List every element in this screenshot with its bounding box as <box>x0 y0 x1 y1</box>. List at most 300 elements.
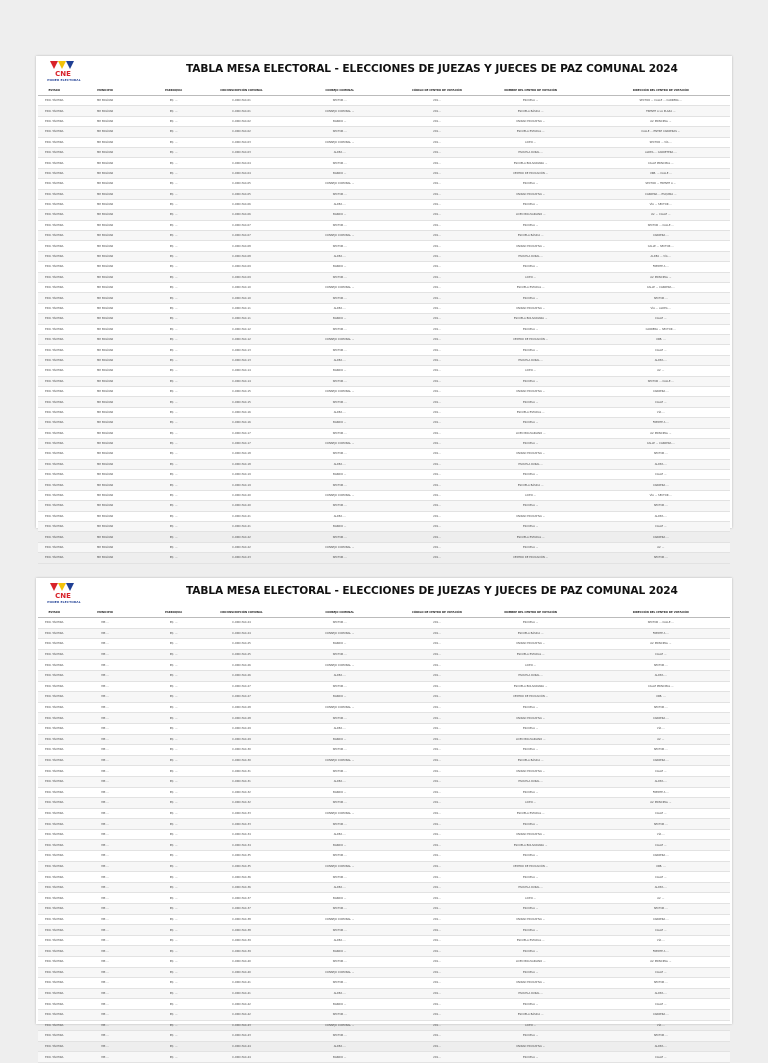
cell-parroquia: PQ. ... <box>169 1055 178 1059</box>
cell-parroquia: PQ. ... <box>169 1023 178 1027</box>
table-row <box>38 809 730 820</box>
cell-nombre: ESCUELA RURAL ... <box>518 886 543 890</box>
cell-municipio: MP. ... <box>101 875 109 879</box>
document-title: TABLA MESA ELECTORAL - ELECCIONES DE JUEZAS Y JUECES DE PAZ COMUNAL 2024 <box>186 63 678 75</box>
table-row <box>38 190 730 200</box>
cell-consejo: SECTOR ... <box>332 400 347 404</box>
cell-nombre: ESCUELA ... <box>523 442 539 446</box>
cell-consejo: SECTOR ... <box>332 1034 347 1038</box>
cell-codigo: 201... <box>433 203 441 207</box>
cell-codigo: 201... <box>433 1055 441 1059</box>
cell-consejo: ALDEA ... <box>333 992 346 996</box>
cell-parroquia: PQ. ... <box>169 896 178 900</box>
cell-municipio: MP. BOLÍVAR <box>97 390 114 394</box>
cell-parroquia: PQ. ... <box>169 1002 178 1006</box>
cell-nombre: LICEO ... <box>525 896 537 900</box>
cell-direccion: CALLE PRINCIPAL ... <box>647 684 674 688</box>
cell-municipio: MP. ... <box>101 769 109 773</box>
cell-codigo: 201... <box>433 769 441 773</box>
table-body <box>38 96 730 564</box>
table-row <box>38 138 730 148</box>
cell-estado: EDO. TÁCHIRA <box>45 109 64 113</box>
cell-parroquia: PQ. ... <box>169 907 178 911</box>
cell-circunscripcion: C-CIRC-TAC-40 <box>232 960 251 964</box>
cell-municipio: MP. BOLÍVAR <box>97 410 114 414</box>
cell-direccion: CARRERA ... <box>652 234 669 238</box>
cell-nombre: UNIDAD EDUCATIVA ... <box>516 769 546 773</box>
cell-circunscripcion: C-CIRC-TAC-38 <box>232 917 251 921</box>
cell-parroquia: PQ. ... <box>169 748 178 752</box>
table-row <box>38 169 730 179</box>
cell-nombre: ESCUELA ESTADAL ... <box>516 286 545 290</box>
cell-municipio: MP. BOLÍVAR <box>97 234 114 238</box>
cell-codigo: 201... <box>433 358 441 362</box>
cell-nombre: ESCUELA ESTADAL ... <box>516 410 545 414</box>
cne-logo <box>44 581 84 603</box>
cell-parroquia: PQ. ... <box>169 1013 178 1017</box>
cell-direccion: AV. ... <box>657 369 665 373</box>
cell-municipio: MP. BOLÍVAR <box>97 462 114 466</box>
cell-municipio: MP. BOLÍVAR <box>97 203 114 207</box>
cell-direccion: ALDEA ... VÍA ... <box>650 255 671 259</box>
cell-codigo: 201... <box>433 161 441 165</box>
cell-direccion: CARRERA ... ESQUINA ... <box>645 192 677 196</box>
cell-nombre: ESCUELA BÁSICA ... <box>517 109 544 113</box>
col-consejo-header: CONSEJO COMUNAL <box>325 88 354 92</box>
cell-direccion: CALLE PRINCIPAL ... <box>647 161 674 165</box>
cell-nombre: ESCUELA BOLIVARIANA ... <box>513 843 548 847</box>
cell-consejo: SECTOR ... <box>332 192 347 196</box>
cell-direccion: SECTOR ... <box>653 1034 668 1038</box>
cell-circunscripcion: C-CIRC-TAC-11 <box>232 307 251 310</box>
cell-direccion: AV. PRINCIPAL ... <box>650 275 672 279</box>
cell-consejo: BARRIO ... <box>333 896 347 900</box>
cell-parroquia: PQ. ... <box>169 949 178 953</box>
cell-nombre: LICEO ... <box>525 494 537 498</box>
cell-parroquia: PQ. ... <box>169 811 178 815</box>
cell-parroquia: PQ. ... <box>169 981 178 985</box>
cell-nombre: ESCUELA RURAL ... <box>518 992 543 996</box>
cell-circunscripcion: C-CIRC-TAC-20 <box>232 494 251 498</box>
cell-consejo: BARRIO ... <box>333 473 347 477</box>
cell-circunscripcion: C-CIRC-TAC-26 <box>232 674 251 678</box>
cell-nombre: UNIDAD EDUCATIVA ... <box>516 192 546 196</box>
cell-codigo: 201... <box>433 960 441 964</box>
cell-municipio: MP. ... <box>101 1055 109 1059</box>
cell-parroquia: PQ. ... <box>169 307 178 310</box>
cell-municipio: MP. BOLÍVAR <box>97 307 114 310</box>
cell-nombre: ESCUELA ... <box>523 421 539 425</box>
cell-nombre: ESCUELA RURAL ... <box>518 151 543 155</box>
cell-direccion: SECTOR ... <box>653 556 668 560</box>
cell-consejo: BARRIO ... <box>333 525 347 529</box>
table-row <box>38 618 730 629</box>
col-consejo-header: CONSEJO COMUNAL <box>325 610 354 614</box>
cell-nombre: ESCUELA BÁSICA ... <box>517 234 544 238</box>
cell-circunscripcion: C-CIRC-TAC-23 <box>232 556 251 560</box>
cell-circunscripcion: C-CIRC-TAC-16 <box>232 410 251 414</box>
cell-codigo: 201... <box>433 981 441 985</box>
cell-codigo: 201... <box>433 737 441 741</box>
cell-nombre: UNIDAD EDUCATIVA ... <box>516 244 546 248</box>
cell-codigo: 201... <box>433 452 441 456</box>
cell-nombre: ESCUELA ... <box>523 545 539 549</box>
table-row <box>38 325 730 335</box>
table-row <box>38 946 730 957</box>
cell-nombre: UNIDAD EDUCATIVA ... <box>516 917 546 921</box>
cell-codigo: 201... <box>433 244 441 248</box>
cell-consejo: BARRIO ... <box>333 1002 347 1006</box>
cell-nombre: ESCUELA ... <box>523 1034 539 1038</box>
cell-nombre: LICEO BOLIVARIANO ... <box>515 737 546 741</box>
cell-parroquia: PQ. ... <box>169 348 178 352</box>
cell-codigo: 201... <box>433 379 441 383</box>
cell-nombre: LICEO ... <box>525 801 537 805</box>
cell-consejo: SECTOR ... <box>332 1013 347 1017</box>
cell-estado: EDO. TÁCHIRA <box>45 886 64 890</box>
cell-consejo: CONSEJO COMUNAL ... <box>325 706 355 710</box>
cell-municipio: MP. BOLÍVAR <box>97 119 114 123</box>
cell-estado: EDO. TÁCHIRA <box>45 255 64 259</box>
cell-circunscripcion: C-CIRC-TAC-44 <box>232 1045 251 1049</box>
col-municipio-header: MUNICIPIO <box>97 610 113 614</box>
col-codigo-header: CÓDIGO DE CENTRO DE VOTACIÓN <box>411 610 462 614</box>
cell-consejo: SECTOR ... <box>332 822 347 826</box>
cne-logo <box>44 59 84 81</box>
cell-municipio: MP. BOLÍVAR <box>97 348 114 352</box>
cell-estado: EDO. TÁCHIRA <box>45 631 64 635</box>
cell-municipio: MP. ... <box>101 621 109 625</box>
cell-direccion: CARRERA ... <box>652 390 669 394</box>
cell-codigo: 201... <box>433 854 441 858</box>
table-row <box>38 883 730 894</box>
cell-nombre: UNIDAD EDUCATIVA ... <box>516 716 546 720</box>
cell-parroquia: PQ. ... <box>169 390 178 394</box>
cell-estado: EDO. TÁCHIRA <box>45 1034 64 1038</box>
cell-direccion: VÍA ... SECTOR ... <box>649 203 672 207</box>
cell-estado: EDO. TÁCHIRA <box>45 822 64 826</box>
cell-parroquia: PQ. ... <box>169 514 178 518</box>
cell-estado: EDO. TÁCHIRA <box>45 1045 64 1049</box>
cell-parroquia: PQ. ... <box>169 192 178 196</box>
cell-circunscripcion: C-CIRC-TAC-27 <box>232 684 251 688</box>
cell-direccion: CALLE ... <box>655 525 667 529</box>
cell-codigo: 201... <box>433 822 441 826</box>
cell-direccion: AV. ... CALLE ... <box>651 213 671 217</box>
cell-parroquia: PQ. ... <box>169 483 178 487</box>
cell-consejo: SECTOR ... <box>332 854 347 858</box>
cell-direccion: CALLE ... <box>655 317 667 321</box>
cell-estado: EDO. TÁCHIRA <box>45 748 64 752</box>
cell-nombre: ESCUELA ... <box>523 400 539 404</box>
cell-direccion: CALLE ... <box>655 928 667 932</box>
cell-direccion: SECTOR ... <box>653 504 668 508</box>
cell-codigo: 201... <box>433 970 441 974</box>
cell-consejo: ALDEA ... <box>333 833 346 837</box>
cell-estado: EDO. TÁCHIRA <box>45 960 64 964</box>
cell-direccion: ALDEA ... <box>654 1045 667 1049</box>
cell-nombre: ESCUELA ... <box>523 223 539 227</box>
cell-consejo: SECTOR ... <box>332 684 347 688</box>
cell-municipio: MP. ... <box>101 1013 109 1017</box>
cell-nombre: ESCUELA ... <box>523 182 539 186</box>
cell-circunscripcion: C-CIRC-TAC-30 <box>232 759 251 763</box>
table-row <box>38 893 730 904</box>
cell-nombre: CENTRO DE EDUCACIÓN ... <box>513 695 549 699</box>
cell-circunscripcion: C-CIRC-TAC-10 <box>232 296 251 300</box>
cell-direccion: CALLE ... <box>655 473 667 477</box>
cell-consejo: CONSEJO COMUNAL ... <box>325 1023 355 1027</box>
cell-municipio: MP. ... <box>101 864 109 868</box>
col-nombre-header: NOMBRE DEL CENTRO DE VOTACIÓN <box>504 88 557 92</box>
cell-consejo: ALDEA ... <box>333 151 346 155</box>
cell-direccion: SECTOR ... <box>653 822 668 826</box>
cell-parroquia: PQ. ... <box>169 695 178 699</box>
cell-circunscripcion: C-CIRC-TAC-14 <box>232 379 251 383</box>
cell-estado: EDO. TÁCHIRA <box>45 161 64 165</box>
col-direccion-header: DIRECCIÓN DEL CENTRO DE VOTACIÓN <box>632 610 689 614</box>
cell-codigo: 201... <box>433 631 441 635</box>
cell-circunscripcion: C-CIRC-TAC-19 <box>232 473 251 477</box>
cell-municipio: MP. BOLÍVAR <box>97 296 114 300</box>
col-estado-header: ESTADO <box>48 610 61 614</box>
document-title: TABLA MESA ELECTORAL - ELECCIONES DE JUEZAS Y JUECES DE PAZ COMUNAL 2024 <box>186 585 678 597</box>
cell-municipio: MP. BOLÍVAR <box>97 255 114 259</box>
cell-municipio: MP. ... <box>101 748 109 752</box>
cell-municipio: MP. BOLÍVAR <box>97 286 114 290</box>
table-row <box>38 491 730 501</box>
cell-consejo: ALDEA ... <box>333 939 346 943</box>
cell-circunscripcion: C-CIRC-TAC-37 <box>232 896 251 900</box>
cell-estado: EDO. TÁCHIRA <box>45 854 64 858</box>
cell-estado: EDO. TÁCHIRA <box>45 317 64 321</box>
cell-parroquia: PQ. ... <box>169 790 178 794</box>
cell-direccion: CARRERA ... <box>652 483 669 487</box>
cell-codigo: 201... <box>433 684 441 688</box>
cell-circunscripcion: C-CIRC-TAC-04 <box>232 161 251 165</box>
cell-direccion: CALLE ... SECTOR ... <box>647 244 674 248</box>
cell-codigo: 201... <box>433 1002 441 1006</box>
cell-municipio: MP. BOLÍVAR <box>97 275 114 279</box>
cell-municipio: MP. BOLÍVAR <box>97 161 114 165</box>
cell-consejo: SECTOR ... <box>332 327 347 331</box>
cell-circunscripcion: C-CIRC-TAC-36 <box>232 886 251 890</box>
cell-municipio: MP. BOLÍVAR <box>97 338 114 342</box>
cell-circunscripcion: C-CIRC-TAC-06 <box>232 213 251 217</box>
cell-parroquia: PQ. ... <box>169 843 178 847</box>
cell-codigo: 201... <box>433 348 441 352</box>
cell-parroquia: PQ. ... <box>169 182 178 186</box>
cell-direccion: VÍA ... <box>656 1023 665 1027</box>
cell-nombre: ESCUELA BÁSICA ... <box>517 483 544 487</box>
cell-consejo: SECTOR ... <box>332 452 347 456</box>
table-row <box>38 692 730 703</box>
cell-direccion: VÍA ... <box>656 727 665 731</box>
cell-estado: EDO. TÁCHIRA <box>45 769 64 773</box>
cell-consejo: ALDEA ... <box>333 886 346 890</box>
cell-direccion: CARRERA ... SECTOR ... <box>645 327 676 331</box>
cell-direccion: VÍA ... <box>656 410 665 414</box>
cell-parroquia: PQ. ... <box>169 151 178 155</box>
cell-direccion: AV. ... <box>657 896 665 900</box>
cell-municipio: MP. ... <box>101 822 109 826</box>
cell-nombre: ESCUELA RURAL ... <box>518 358 543 362</box>
cell-estado: EDO. TÁCHIRA <box>45 917 64 921</box>
cell-codigo: 201... <box>433 369 441 373</box>
cell-parroquia: PQ. ... <box>169 452 178 456</box>
col-parroquia-header: PARROQUIA <box>165 610 183 614</box>
cell-parroquia: PQ. ... <box>169 663 178 667</box>
cell-circunscripcion: C-CIRC-TAC-39 <box>232 939 251 943</box>
cell-municipio: MP. BOLÍVAR <box>97 400 114 404</box>
cell-parroquia: PQ. ... <box>169 960 178 964</box>
cell-consejo: CONSEJO COMUNAL ... <box>325 109 355 113</box>
cell-codigo: 201... <box>433 545 441 549</box>
cell-codigo: 201... <box>433 483 441 487</box>
table-row <box>38 978 730 989</box>
cell-consejo: SECTOR ... <box>332 130 347 134</box>
cell-parroquia: PQ. ... <box>169 854 178 858</box>
cell-direccion: VÍA ... <box>656 939 665 943</box>
cell-parroquia: PQ. ... <box>169 556 178 560</box>
cell-codigo: 201... <box>433 109 441 113</box>
cell-nombre: ESCUELA ... <box>523 504 539 508</box>
cell-circunscripcion: C-CIRC-TAC-31 <box>232 780 251 784</box>
table-row <box>38 989 730 1000</box>
cell-direccion: CALLE ... <box>655 400 667 404</box>
cell-circunscripcion: C-CIRC-TAC-42 <box>232 1002 251 1006</box>
cell-municipio: MP. BOLÍVAR <box>97 556 114 560</box>
cell-parroquia: PQ. ... <box>169 462 178 466</box>
cell-codigo: 201... <box>433 431 441 435</box>
cell-nombre: ESCUELA ... <box>523 99 539 103</box>
cell-codigo: 201... <box>433 119 441 123</box>
cell-parroquia: PQ. ... <box>169 244 178 248</box>
cell-estado: EDO. TÁCHIRA <box>45 545 64 549</box>
cell-estado: EDO. TÁCHIRA <box>45 379 64 383</box>
cell-codigo: 201... <box>433 716 441 720</box>
table-row <box>38 671 730 682</box>
cell-parroquia: PQ. ... <box>169 203 178 207</box>
cell-consejo: CONSEJO COMUNAL ... <box>325 286 355 290</box>
cell-consejo: ALDEA ... <box>333 462 346 466</box>
cell-direccion: AV. PRINCIPAL ... <box>650 801 672 805</box>
cell-nombre: ESCUELA ... <box>523 1002 539 1006</box>
cell-codigo: 201... <box>433 296 441 300</box>
cne-logo-icon <box>44 581 84 601</box>
table-row <box>38 200 730 210</box>
table-row <box>38 904 730 915</box>
cell-consejo: BARRIO ... <box>333 737 347 741</box>
cell-nombre: UNIDAD EDUCATIVA ... <box>516 119 546 123</box>
cell-municipio: MP. BOLÍVAR <box>97 213 114 217</box>
cell-consejo: BARRIO ... <box>333 369 347 373</box>
cell-parroquia: PQ. ... <box>169 1034 178 1038</box>
cell-estado: EDO. TÁCHIRA <box>45 684 64 688</box>
table-row <box>38 543 730 553</box>
cell-direccion: AV. ... <box>657 545 665 549</box>
cell-parroquia: PQ. ... <box>169 358 178 362</box>
cell-circunscripcion: C-CIRC-TAC-25 <box>232 653 251 657</box>
cell-nombre: LICEO ... <box>525 1023 537 1027</box>
cell-estado: EDO. TÁCHIRA <box>45 790 64 794</box>
cell-codigo: 201... <box>433 255 441 259</box>
cell-parroquia: PQ. ... <box>169 928 178 932</box>
cell-municipio: MP. BOLÍVAR <box>97 535 114 539</box>
cell-parroquia: PQ. ... <box>169 286 178 290</box>
cell-municipio: MP. ... <box>101 737 109 741</box>
table-row <box>38 252 730 262</box>
cell-consejo: CONSEJO COMUNAL ... <box>325 663 355 667</box>
cell-consejo: BARRIO ... <box>333 843 347 847</box>
cell-parroquia: PQ. ... <box>169 833 178 837</box>
cell-estado: EDO. TÁCHIRA <box>45 514 64 518</box>
cell-circunscripcion: C-CIRC-TAC-02 <box>232 119 251 123</box>
cell-circunscripcion: C-CIRC-TAC-30 <box>232 748 251 752</box>
cell-direccion: FRENTE A ... <box>652 949 669 953</box>
cell-nombre: ESCUELA ... <box>523 928 539 932</box>
cell-nombre: UNIDAD EDUCATIVA ... <box>516 514 546 518</box>
cell-direccion: SECTOR ... <box>653 907 668 911</box>
table-row <box>38 735 730 746</box>
cell-nombre: ESCUELA ... <box>523 949 539 953</box>
cell-codigo: 201... <box>433 473 441 477</box>
cell-consejo: SECTOR ... <box>332 161 347 165</box>
cell-consejo: BARRIO ... <box>333 1055 347 1059</box>
cell-municipio: MP. ... <box>101 695 109 699</box>
cell-parroquia: PQ. ... <box>169 421 178 425</box>
cell-direccion: ALDEA ... <box>654 780 667 784</box>
table-row <box>38 335 730 345</box>
cell-parroquia: PQ. ... <box>169 255 178 259</box>
cell-parroquia: PQ. ... <box>169 369 178 373</box>
cell-estado: EDO. TÁCHIRA <box>45 843 64 847</box>
cell-consejo: BARRIO ... <box>333 642 347 646</box>
cell-parroquia: PQ. ... <box>169 631 178 635</box>
cell-circunscripcion: C-CIRC-TAC-27 <box>232 695 251 699</box>
cell-municipio: MP. BOLÍVAR <box>97 483 114 487</box>
cell-municipio: MP. BOLÍVAR <box>97 525 114 529</box>
cell-estado: EDO. TÁCHIRA <box>45 358 64 362</box>
cell-municipio: MP. ... <box>101 811 109 815</box>
cell-direccion: CALLE ... <box>655 811 667 815</box>
cell-municipio: MP. BOLÍVAR <box>97 140 114 144</box>
cell-circunscripcion: C-CIRC-TAC-05 <box>232 182 251 186</box>
cell-codigo: 201... <box>433 907 441 911</box>
cell-nombre: LICEO ... <box>525 140 537 144</box>
table-row <box>38 314 730 324</box>
cell-codigo: 201... <box>433 928 441 932</box>
cell-circunscripcion: C-CIRC-TAC-32 <box>232 801 251 805</box>
table-header <box>38 607 730 618</box>
cell-estado: EDO. TÁCHIRA <box>45 462 64 466</box>
logo-subtitle: PODER ELECTORAL <box>47 78 81 82</box>
cell-direccion: AV. PRINCIPAL ... <box>650 119 672 123</box>
cell-municipio: MP. ... <box>101 854 109 858</box>
cell-estado: EDO. TÁCHIRA <box>45 400 64 404</box>
table-row <box>38 756 730 767</box>
cell-nombre: CENTRO DE EDUCACIÓN ... <box>513 864 549 868</box>
cell-municipio: MP. BOLÍVAR <box>97 244 114 248</box>
table-row <box>38 449 730 459</box>
cell-consejo: SECTOR ... <box>332 431 347 435</box>
cell-codigo: 201... <box>433 535 441 539</box>
cell-estado: EDO. TÁCHIRA <box>45 621 64 625</box>
cell-municipio: MP. BOLÍVAR <box>97 99 114 103</box>
table-row <box>38 522 730 532</box>
table-row <box>38 915 730 926</box>
cell-estado: EDO. TÁCHIRA <box>45 939 64 943</box>
